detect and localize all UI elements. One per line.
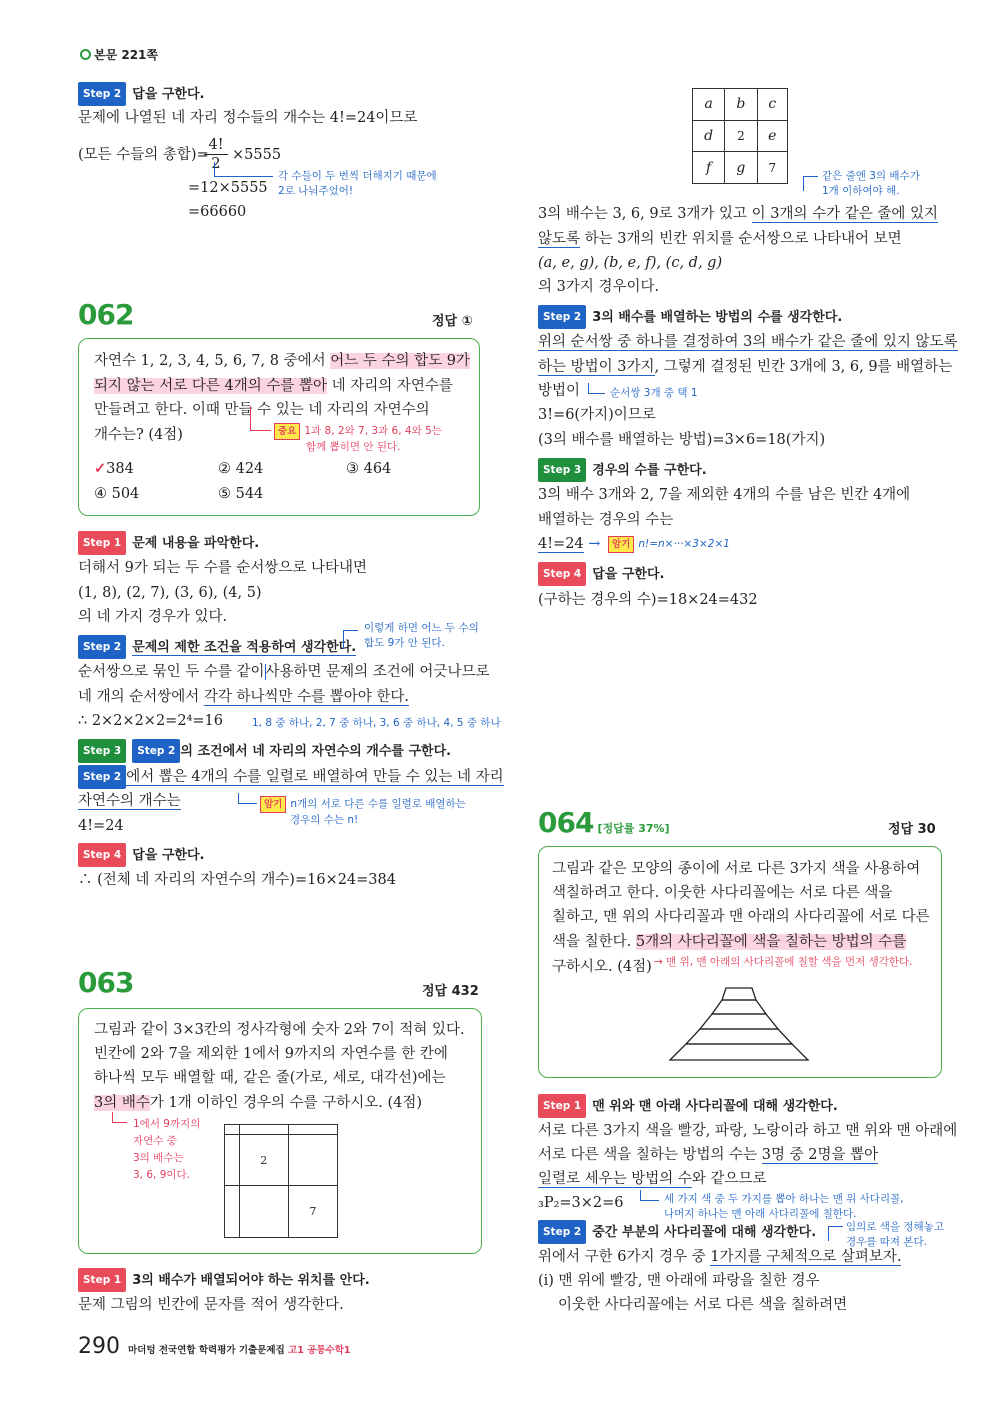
page-number: 290 xyxy=(78,1334,120,1359)
times-5555: ×5555 xyxy=(232,147,282,163)
text-line: 의 네 가지 경우가 있다. xyxy=(78,609,228,625)
question-line: 색을 칠한다. 5개의 사다리꼴에 색을 칠하는 방법의 수를 xyxy=(552,934,907,950)
question-line: 칠하고, 맨 위의 사다리꼴과 맨 아래의 사다리꼴에 서로 다른 xyxy=(552,909,930,925)
text-line: 일렬로 세우는 방법의 수와 같으므로 xyxy=(538,1171,767,1187)
step-heading: Step 3 경우의 수를 구한다. xyxy=(538,458,707,482)
number-grid: 2 7 xyxy=(224,1124,338,1238)
question-number: 062 xyxy=(78,298,134,331)
book-title: 마더텅 전국연합 학력평가 기출문제집 고1 공통수학1 xyxy=(128,1345,351,1356)
annotation: 1에서 9까지의 자연수 중 3의 배수는 3, 6, 9이다. xyxy=(133,1118,201,1181)
sum-label: (모든 수들의 총합)= xyxy=(78,147,209,163)
step-heading: Step 2 답을 구한다. xyxy=(78,82,204,106)
text-line: 3!=6(가지)이므로 xyxy=(538,407,656,423)
text-line: 3의 배수 3개와 2, 7을 제외한 4개의 수를 남은 빈칸 4개에 xyxy=(538,487,911,503)
text-line: 문제에 나열된 네 자리 정수들의 개수는 4!=24이므로 xyxy=(78,110,418,126)
annotation: 이렇게 하면 어느 두 수의 합도 9가 안 된다. xyxy=(364,622,479,649)
text-line: (a, e, g), (b, e, f), (c, d, g) xyxy=(538,255,723,271)
step-heading: Step 1 맨 위와 맨 아래 사다리꼴에 대해 생각한다. xyxy=(538,1094,838,1118)
text-line: ₃P₂=3×2=6 xyxy=(538,1195,624,1211)
question-line: 구하시오. (4점) xyxy=(552,959,652,975)
text-line: 서로 다른 3가지 색을 빨강, 파랑, 노랑이라 하고 맨 위와 맨 아래에 xyxy=(538,1123,958,1139)
text-line: 4!=24 xyxy=(78,818,124,834)
question-number: 064 [정답률 37%] xyxy=(538,806,670,839)
annotation: 중요 1과 8, 2와 7, 3과 6, 4와 5는 함께 뽑히면 안 된다. xyxy=(274,423,442,455)
text-line: 의 3가지 경우이다. xyxy=(538,279,660,295)
text-line: 문제 그림의 빈칸에 문자를 적어 생각한다. xyxy=(78,1297,344,1313)
question-line: 빈칸에 2와 7을 제외한 1에서 9까지의 자연수를 한 칸에 xyxy=(94,1046,448,1062)
choice-1[interactable]: ✓384 xyxy=(94,460,134,477)
text-line: 3의 배수는 3, 6, 9로 3개가 있고 이 3개의 수가 같은 줄에 있지 xyxy=(538,206,939,222)
annotation: → 맨 위, 맨 아래의 사다리꼴에 칠할 색을 먼저 생각한다. xyxy=(654,956,913,968)
step-heading: Step 2 3의 배수를 배열하는 방법의 수를 생각한다. xyxy=(538,305,842,329)
question-line: 색칠하려고 한다. 이웃한 사다리꼴에는 서로 다른 색을 xyxy=(552,885,893,901)
connector xyxy=(112,1112,127,1123)
text-line: 네 개의 순서쌍에서 각각 하나씩만 수를 뽑아야 한다. xyxy=(78,689,410,705)
text-line: 배열하는 경우의 수는 xyxy=(538,512,674,528)
text-line: (3의 배수를 배열하는 방법)=3×6=18(가지) xyxy=(538,432,826,448)
check-icon: ✓ xyxy=(94,460,107,477)
answer-label: 정답 432 xyxy=(422,984,479,999)
step-heading: Step 3 Step 2 의 조건에서 네 자리의 자연수의 개수를 구한다. xyxy=(78,739,451,763)
question-line: 자연수 1, 2, 3, 4, 5, 6, 7, 8 중에서 어느 두 수의 합도 9가 xyxy=(94,353,470,369)
text-line: 더해서 9가 되는 두 수를 순서쌍으로 나타내면 xyxy=(78,560,368,576)
connector xyxy=(640,1190,659,1201)
annotation: 암기 n!=n×···×3×2×1 xyxy=(608,536,730,553)
text-line: (1, 8), (2, 7), (3, 6), (4, 5) xyxy=(78,585,262,601)
circle-icon xyxy=(80,49,91,60)
text-line: 이웃한 사다리꼴에는 서로 다른 색을 칠하려면 xyxy=(558,1297,848,1313)
connector xyxy=(343,630,358,649)
connector xyxy=(828,1226,843,1241)
question-line: 개수는? (4점) xyxy=(94,427,183,443)
choice-3[interactable]: ③ 464 xyxy=(346,461,392,477)
eq-line: =66660 xyxy=(188,204,247,220)
text-line: (i) 맨 위에 빨강, 맨 아래에 파랑을 칠한 경우 xyxy=(538,1273,820,1289)
annotation: 임의로 색을 정해놓고 경우를 따져 본다. xyxy=(846,1221,944,1248)
question-line: 만들려고 한다. 이때 만들 수 있는 네 자리의 자연수의 xyxy=(94,402,430,418)
annotation: 1, 8 중 하나, 2, 7 중 하나, 3, 6 중 하나, 4, 5 중 하나 xyxy=(252,717,501,729)
step-heading: Step 4 답을 구한다. xyxy=(78,843,204,867)
trapezoid-figure xyxy=(658,986,818,1066)
text-line: 서로 다른 색을 칠하는 방법의 수는 3명 중 2명을 뽑아 xyxy=(538,1147,879,1163)
step-heading: Step 2 문제의 제한 조건을 적용하여 생각한다. xyxy=(78,635,356,659)
text-line: ∴ (전체 네 자리의 자연수의 개수)=16×24=384 xyxy=(78,872,396,888)
annotation: 세 가지 색 중 두 가지를 뽑아 하나는 맨 위 사다리꼴, 나머지 하나는 맨 아래 사다리꼴에 칠한다. xyxy=(664,1193,904,1220)
question-line: 3의 배수가 1개 이하인 경우의 수를 구하시오. (4점) xyxy=(94,1095,422,1111)
choice-5[interactable]: ⑤ 544 xyxy=(218,486,264,502)
text-line: 않도록 하는 3개의 빈칸 위치를 순서쌍으로 나타내어 보면 xyxy=(538,231,902,247)
text-line: 4!=24 → xyxy=(538,536,601,552)
text-line: (구하는 경우의 수)=18×24=432 xyxy=(538,592,758,608)
answer-label: 정답 30 xyxy=(888,822,936,837)
annotation: 같은 줄엔 3의 배수가 1개 이하여야 해. xyxy=(822,170,920,197)
text-line: 방법이 xyxy=(538,383,581,399)
letter-grid: a b c d 2 e f g 7 xyxy=(692,88,788,184)
connector xyxy=(803,176,818,191)
step-heading: Step 1 3의 배수가 배열되어야 하는 위치를 안다. xyxy=(78,1268,370,1292)
choice-2[interactable]: ② 424 xyxy=(218,461,264,477)
connector xyxy=(214,162,273,177)
text-line: 자연수의 개수는 xyxy=(78,793,181,809)
step-heading: Step 4 답을 구한다. xyxy=(538,562,664,586)
connector xyxy=(250,406,271,431)
step-heading: Step 2 중간 부분의 사다리꼴에 대해 생각한다. xyxy=(538,1220,816,1244)
eq-line: =12×5555 xyxy=(188,180,268,196)
annotation: 각 수들이 두 번씩 더해지기 때문에 2로 나눠주었어! xyxy=(278,170,437,197)
connector xyxy=(238,793,257,804)
question-line: 되지 않는 서로 다른 4개의 수를 뽑아 네 자리의 자연수를 xyxy=(94,378,453,394)
connector xyxy=(588,383,605,394)
page-ref: 본문 221쪽 xyxy=(80,46,158,63)
choice-4[interactable]: ④ 504 xyxy=(94,486,140,502)
text-line: ∴ 2×2×2×2=2⁴=16 xyxy=(78,713,223,729)
step-heading: Step 1 문제 내용을 파악한다. xyxy=(78,531,259,555)
text-line: 순서쌍으로 묶인 두 수를 같이사용하면 문제의 조건에 어긋나므로 xyxy=(78,664,490,680)
question-line: 하나씩 모두 배열할 때, 같은 줄(가로, 세로, 대각선)에는 xyxy=(94,1070,446,1086)
question-line: 그림과 같은 모양의 종이에 서로 다른 3가지 색을 사용하여 xyxy=(552,861,921,877)
text-line: Step 2 에서 뽑은 4개의 수를 일렬로 배열하여 만들 수 있는 네 자리 xyxy=(78,765,504,789)
answer-label: 정답 ① xyxy=(432,314,473,329)
text-line: 위에서 구한 6가지 경우 중 1가지를 구체적으로 살펴보자. xyxy=(538,1249,902,1265)
question-line: 그림과 같이 3×3칸의 정사각형에 숫자 2와 7이 적혀 있다. xyxy=(94,1022,465,1038)
question-number: 063 xyxy=(78,966,134,999)
text-line: 위의 순서쌍 중 하나를 결정하여 3의 배수가 같은 줄에 있지 않도록 xyxy=(538,334,958,350)
fraction: 4! 2 xyxy=(204,136,228,173)
annotation: 순서쌍 3개 중 택 1 xyxy=(610,387,698,399)
text-line: 하는 방법이 3가지, 그렇게 결정된 빈칸 3개에 3, 6, 9를 배열하는 xyxy=(538,359,953,375)
annotation: 암기 n개의 서로 다른 수를 일렬로 배열하는 경우의 수는 n! xyxy=(260,796,466,828)
